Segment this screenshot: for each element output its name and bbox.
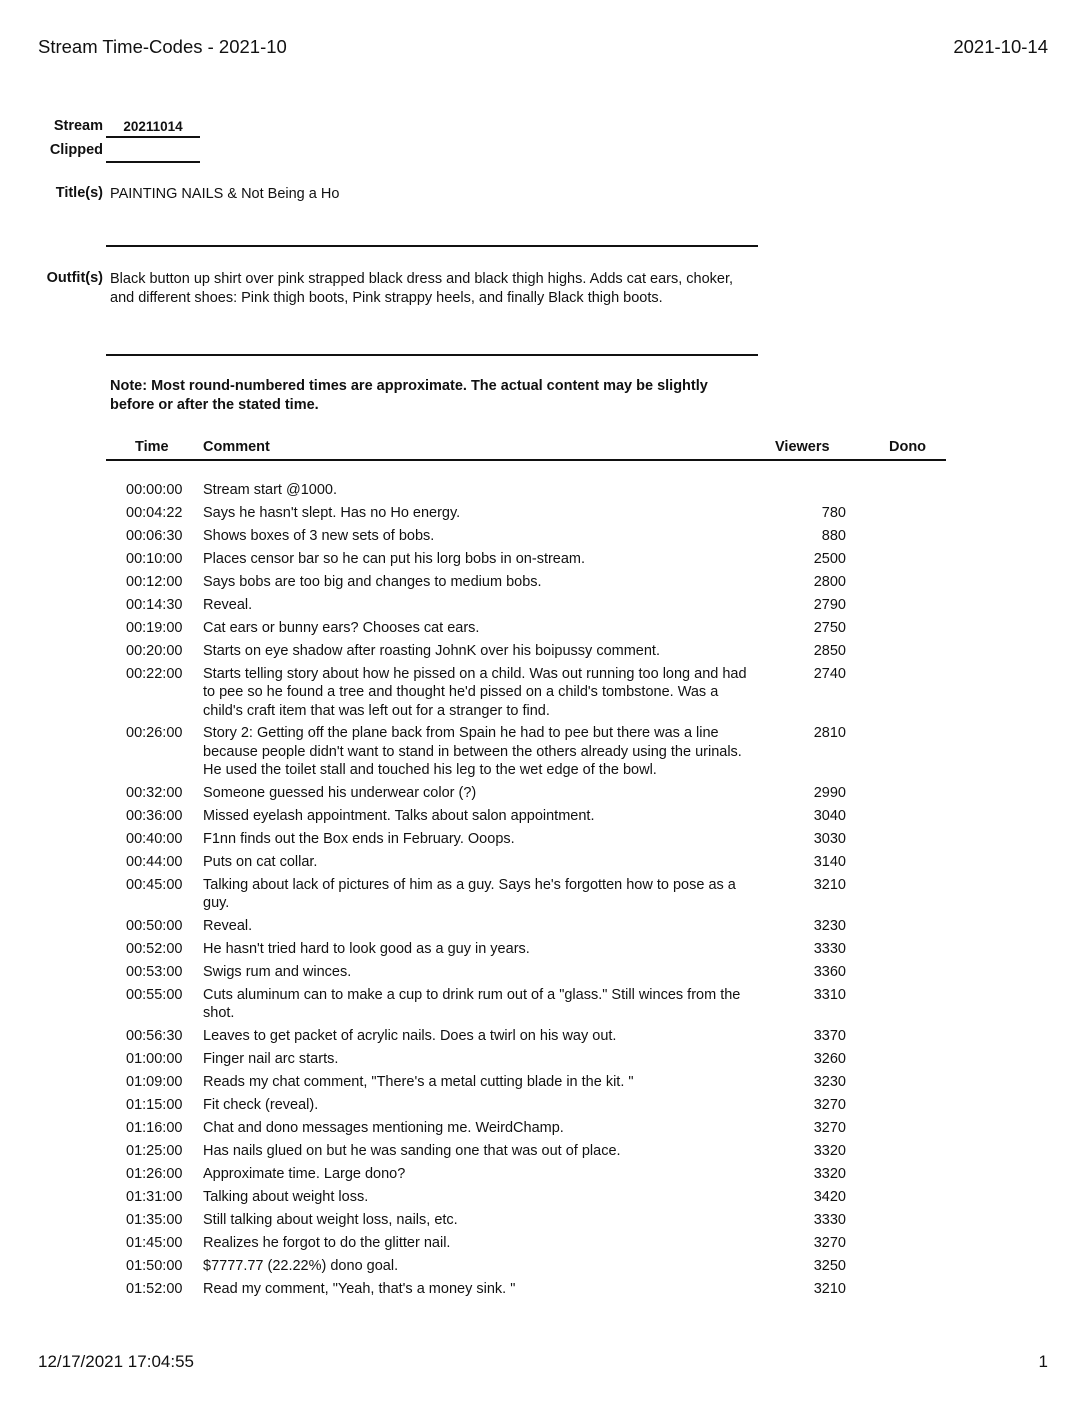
column-header-dono: Dono: [889, 439, 927, 455]
comment-cell: Cat ears or bunny ears? Chooses cat ears.: [203, 620, 480, 636]
viewers-cell: 880: [821, 528, 846, 544]
time-cell: 00:52:00: [126, 940, 183, 957]
viewers-cell: 2990: [813, 784, 846, 801]
time-cell: 01:26:00: [126, 1165, 183, 1182]
table-row: [0, 1096, 1088, 1119]
viewers-cell: 3040: [813, 807, 846, 824]
comment-cell: Read my comment, "Yeah, that's a money sink. ": [203, 1280, 516, 1297]
viewers-cell: 3230: [813, 917, 846, 934]
comment-cell: Places censor bar so he can put his lorg bobs in on-stream.: [203, 551, 586, 567]
table-row: [0, 1188, 1088, 1211]
table-row: [0, 963, 1088, 986]
table-row: [0, 1211, 1088, 1234]
comment-cell: Says bobs are too big and changes to medium bobs.: [203, 574, 542, 590]
table-row: [0, 830, 1088, 853]
table-row: [0, 596, 1088, 619]
comment-cell: He hasn't tried hard to look good as a guy in years.: [203, 940, 530, 957]
time-cell: 00:20:00: [126, 643, 183, 659]
column-header-viewers: Viewers: [775, 439, 830, 455]
comment-cell: Story 2: Getting off the plane back from Spain he had to pee but there was a line because people didn't want to stand in between the others already using the urinals. He used the toilet stall and touched his leg to the wet edge of the bowl.: [203, 725, 742, 778]
time-cell: 00:04:22: [126, 505, 183, 521]
clipped-label: Clipped: [49, 142, 103, 158]
comment-cell: Realizes he forgot to do the glitter nail.: [203, 1234, 451, 1251]
viewers-cell: 3230: [813, 1073, 846, 1090]
viewers-cell: 2800: [813, 574, 846, 590]
viewers-cell: 2500: [813, 551, 846, 567]
table-row: [0, 481, 1088, 504]
viewers-cell: 3030: [813, 830, 846, 847]
time-cell: 00:56:30: [126, 1027, 183, 1044]
comment-cell: F1nn finds out the Box ends in February. Ooops.: [203, 830, 515, 847]
time-cell: 01:52:00: [126, 1280, 183, 1297]
viewers-cell: 3330: [813, 940, 846, 957]
time-cell: 00:36:00: [126, 807, 183, 824]
viewers-cell: 3320: [813, 1142, 846, 1159]
viewers-cell: 3140: [813, 853, 846, 870]
time-cell: 01:09:00: [126, 1073, 183, 1090]
titles-value: PAINTING NAILS & Not Being a Ho: [110, 186, 340, 202]
approximate-times-note: Note: Most round-numbered times are approximate. The actual content may be slightly before or after the stated time.: [110, 378, 708, 413]
comment-cell: Still talking about weight loss, nails, etc.: [203, 1211, 458, 1228]
time-cell: 01:00:00: [126, 1050, 183, 1067]
time-cell: 00:19:00: [126, 620, 183, 636]
viewers-cell: 3420: [813, 1188, 846, 1205]
time-cell: 00:22:00: [126, 666, 183, 682]
outfits-label: Outfit(s): [46, 270, 103, 286]
time-cell: 01:35:00: [126, 1211, 183, 1228]
viewers-cell: 2750: [813, 620, 846, 636]
comment-cell: Leaves to get packet of acrylic nails. Does a twirl on his way out.: [203, 1027, 617, 1044]
comment-cell: Approximate time. Large dono?: [203, 1165, 406, 1182]
viewers-cell: 3310: [813, 986, 846, 1003]
table-row: [0, 807, 1088, 830]
comment-cell: Fit check (reveal).: [203, 1096, 319, 1113]
comment-cell: Talking about lack of pictures of him as a guy. Says he's forgotten how to pose as a guy.: [203, 876, 736, 912]
column-header-time: Time: [135, 439, 169, 455]
time-cell: 01:16:00: [126, 1119, 183, 1136]
table-row: [0, 550, 1088, 573]
time-cell: 01:45:00: [126, 1234, 183, 1251]
viewers-cell: 3260: [813, 1050, 846, 1067]
time-cell: 00:14:30: [126, 597, 183, 613]
time-cell: 01:31:00: [126, 1188, 183, 1205]
stream-label: Stream: [53, 118, 103, 134]
viewers-cell: 2740: [813, 666, 846, 682]
table-body: [0, 481, 1088, 1303]
table-row: [0, 1257, 1088, 1280]
table-row: [0, 1142, 1088, 1165]
titles-label: Title(s): [55, 185, 103, 201]
comment-cell: Starts on eye shadow after roasting JohnK over his boipussy comment.: [203, 643, 660, 659]
time-cell: 00:45:00: [126, 876, 183, 893]
outfits-value: Black button up shirt over pink strapped black dress and black thigh highs. Adds cat ears, choker, and different shoes: Pink thigh boots, Pink strappy heels, and finally Black thigh boots.: [110, 271, 734, 306]
viewers-cell: 3270: [813, 1119, 846, 1136]
comment-cell: Stream start @1000.: [203, 482, 337, 498]
table-row: [0, 1119, 1088, 1142]
time-cell: 00:32:00: [126, 784, 183, 801]
comment-cell: Shows boxes of 3 new sets of bobs.: [203, 528, 435, 544]
comment-cell: Chat and dono messages mentioning me. WeirdChamp.: [203, 1119, 564, 1136]
footer-timestamp: 12/17/2021 17:04:55: [38, 1352, 194, 1371]
comment-cell: $7777.77 (22.22%) dono goal.: [203, 1257, 399, 1274]
table-row: [0, 1280, 1088, 1303]
table-row: [0, 1165, 1088, 1188]
table-row: [0, 986, 1088, 1027]
viewers-cell: 3330: [813, 1211, 846, 1228]
viewers-cell: 3370: [813, 1027, 846, 1044]
comment-cell: Reads my chat comment, "There's a metal cutting blade in the kit. ": [203, 1073, 634, 1090]
table-row: [0, 665, 1088, 724]
comment-cell: Puts on cat collar.: [203, 853, 318, 870]
comment-cell: Finger nail arc starts.: [203, 1050, 339, 1067]
table-row: [0, 1027, 1088, 1050]
table-row: [0, 573, 1088, 596]
clipped-value: [106, 143, 200, 163]
viewers-cell: 3360: [813, 963, 846, 980]
time-cell: 00:44:00: [126, 853, 183, 870]
comment-cell: Swigs rum and winces.: [203, 963, 352, 980]
page-header-title: Stream Time-Codes - 2021-10: [38, 36, 287, 57]
time-cell: 01:50:00: [126, 1257, 183, 1274]
outfits-rule: [106, 354, 758, 356]
time-cell: 01:25:00: [126, 1142, 183, 1159]
comment-cell: Talking about weight loss.: [203, 1188, 369, 1205]
table-row: [0, 876, 1088, 917]
page-header-date: 2021-10-14: [953, 36, 1048, 57]
viewers-cell: 3250: [813, 1257, 846, 1274]
comment-cell: Reveal.: [203, 917, 253, 934]
viewers-cell: 3210: [813, 1280, 846, 1297]
table-row: [0, 619, 1088, 642]
time-cell: 00:00:00: [126, 482, 183, 498]
table-row: [0, 784, 1088, 807]
viewers-cell: 2790: [813, 597, 846, 613]
comment-cell: Has nails glued on but he was sanding one that was out of place.: [203, 1142, 621, 1159]
table-header: [106, 438, 946, 461]
time-cell: 00:10:00: [126, 551, 183, 567]
viewers-cell: 3270: [813, 1234, 846, 1251]
table-row: [0, 504, 1088, 527]
table-row: [0, 527, 1088, 550]
time-cell: 00:06:30: [126, 528, 183, 544]
table-row: [0, 853, 1088, 876]
table-row: [0, 1234, 1088, 1257]
time-cell: 00:50:00: [126, 917, 183, 934]
time-cell: 00:55:00: [126, 986, 183, 1003]
viewers-cell: 3210: [813, 876, 846, 893]
column-header-comment: Comment: [203, 439, 270, 455]
comment-cell: Says he hasn't slept. Has no Ho energy.: [203, 505, 461, 521]
table-row: [0, 917, 1088, 940]
viewers-cell: 3270: [813, 1096, 846, 1113]
table-row: [0, 940, 1088, 963]
time-cell: 00:26:00: [126, 725, 183, 742]
comment-cell: Cuts aluminum can to make a cup to drink rum out of a "glass." Still winces from the shot.: [203, 986, 741, 1022]
comment-cell: Missed eyelash appointment. Talks about salon appointment.: [203, 807, 595, 824]
comment-cell: Reveal.: [203, 597, 253, 613]
time-cell: 00:53:00: [126, 963, 183, 980]
comment-cell: Someone guessed his underwear color (?): [203, 784, 477, 801]
viewers-cell: 2810: [813, 725, 846, 742]
time-cell: 00:12:00: [126, 574, 183, 590]
table-row: [0, 1073, 1088, 1096]
time-cell: 00:40:00: [126, 830, 183, 847]
time-cell: 01:15:00: [126, 1096, 183, 1113]
titles-rule: [106, 245, 758, 247]
footer-page-number: 1: [1038, 1352, 1048, 1371]
table-row: [0, 724, 1088, 783]
table-row: [0, 642, 1088, 665]
table-row: [0, 1050, 1088, 1073]
viewers-cell: 3320: [813, 1165, 846, 1182]
viewers-cell: 2850: [813, 643, 846, 659]
stream-value: 20211014: [106, 119, 200, 138]
viewers-cell: 780: [821, 505, 846, 521]
comment-cell: Starts telling story about how he pissed on a child. Was out running too long and had to pee so he found a tree and thought he'd pissed on a child's tombstone. Was a child's craft item that was left out for a stranger to find.: [203, 666, 747, 719]
